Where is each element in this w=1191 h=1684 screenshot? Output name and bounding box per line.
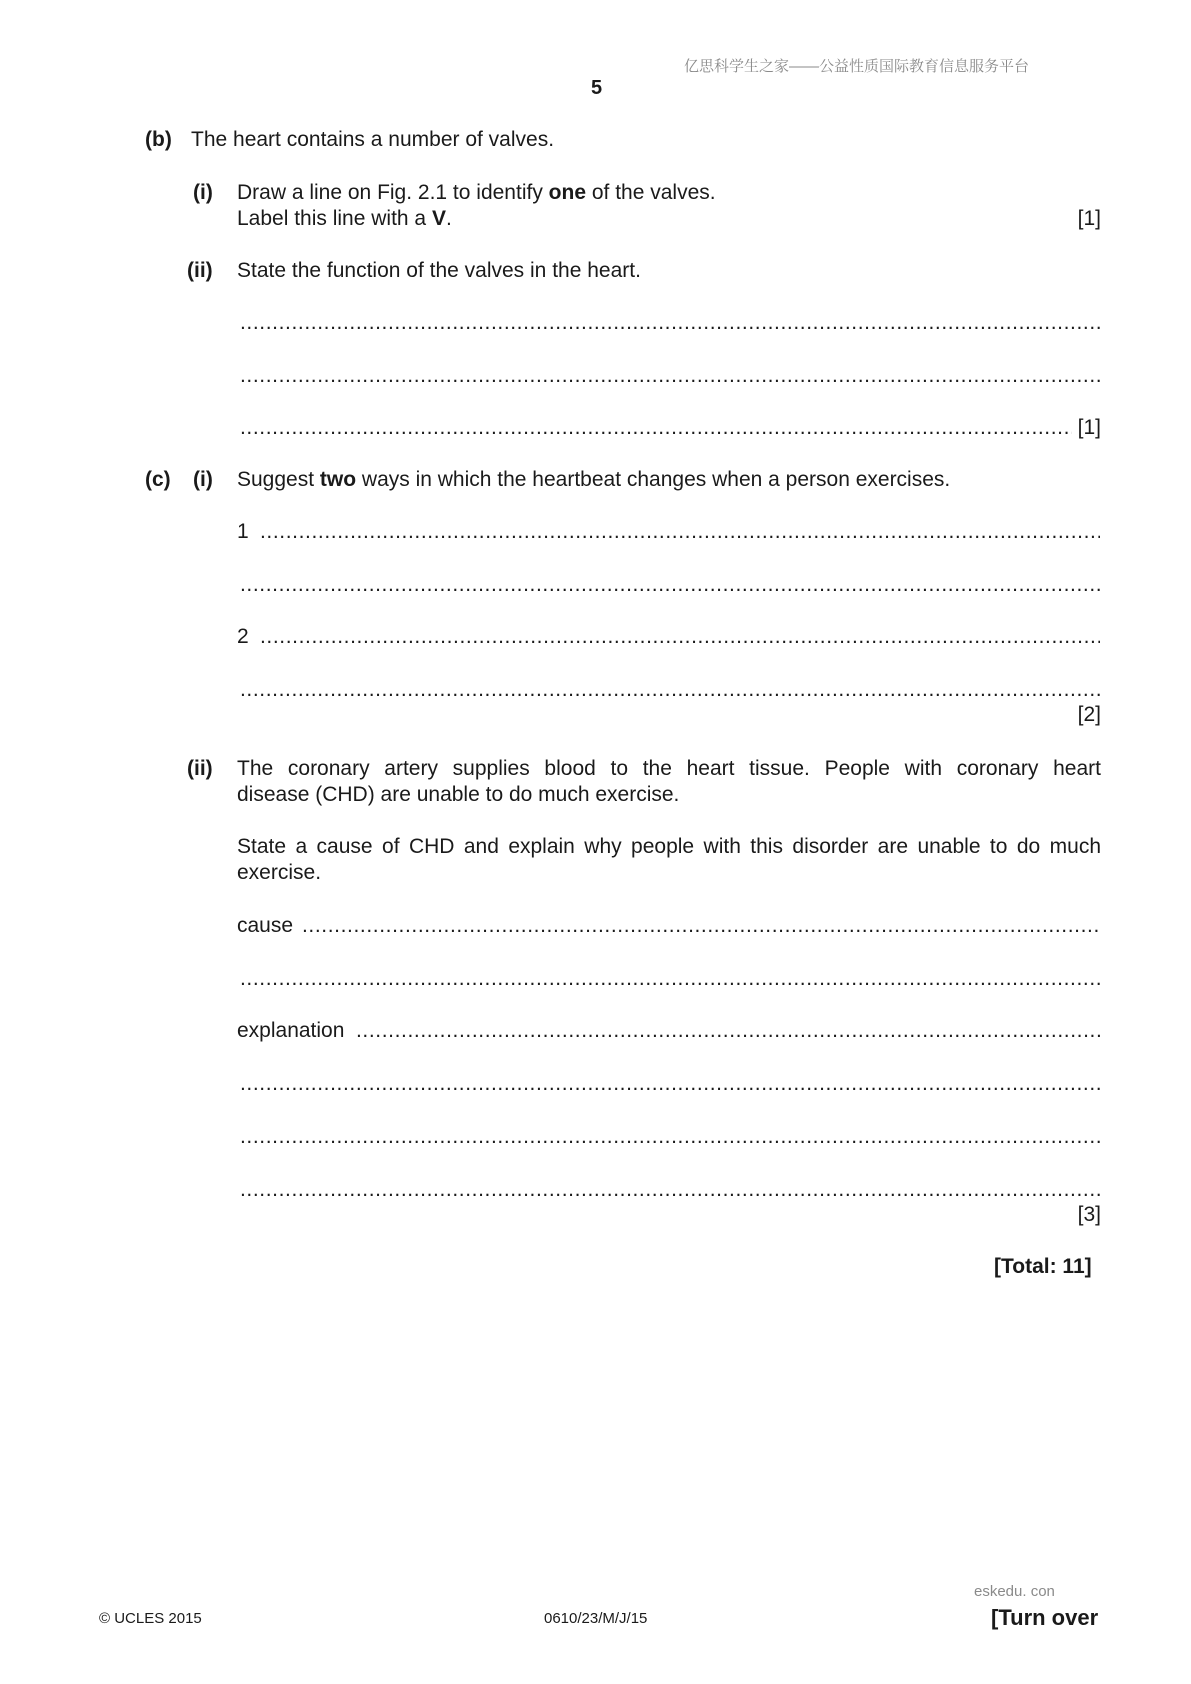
footer-watermark: eskedu. con — [974, 1583, 1055, 1600]
answer-line[interactable] — [240, 311, 1100, 335]
part-b-i-line1-bold: one — [548, 181, 587, 204]
answer-line[interactable] — [240, 364, 1100, 388]
part-c-ii-label: (ii) — [187, 757, 213, 780]
part-b-i-line2-post: . — [445, 207, 452, 230]
answer-line[interactable] — [240, 1125, 1100, 1149]
page-number: 5 — [591, 77, 603, 99]
answer-line[interactable] — [240, 678, 1100, 702]
answer-line[interactable] — [240, 573, 1100, 597]
part-c-label: (c) — [145, 468, 171, 491]
answer-line[interactable] — [260, 520, 1100, 544]
part-c-i-text — [237, 468, 950, 492]
part-c-i-text-post: ways in which the heartbeat changes when a person exercises. — [356, 468, 951, 491]
answer-line[interactable] — [240, 1072, 1100, 1096]
answer-line[interactable] — [240, 1178, 1100, 1202]
part-c-ii-para2-line2: exercise. — [237, 861, 322, 884]
part-c-ii-para1-line2: disease (CHD) are unable to do much exercise. — [237, 783, 680, 806]
part-b-ii-marks: [1] — [1077, 416, 1101, 439]
footer-copyright: © UCLES 2015 — [99, 1610, 202, 1627]
cause-label: cause — [237, 914, 294, 937]
part-b-label: (b) — [145, 128, 172, 151]
part-c-i-marks: [2] — [1077, 703, 1101, 726]
answer-number-1: 1 — [237, 520, 249, 543]
part-c-i-label: (i) — [193, 468, 213, 491]
part-c-ii-marks: [3] — [1077, 1203, 1101, 1226]
part-b-i-line1-post: of the valves. — [586, 181, 716, 204]
part-b-i-line1-pre: Draw a line on Fig. 2.1 to identify — [237, 181, 549, 204]
part-b-i-label: (i) — [193, 181, 213, 204]
part-c-ii-para1-line1: The coronary artery supplies blood to the heart tissue. People with coronary heart — [237, 757, 1101, 780]
part-c-ii-para2-line1: State a cause of CHD and explain why people with this disorder are unable to do much — [237, 835, 1101, 858]
part-b-i-line2 — [237, 207, 452, 231]
total-marks: [Total: 11] — [994, 1255, 1092, 1278]
footer-code: 0610/23/M/J/15 — [544, 1610, 648, 1627]
answer-line[interactable] — [356, 1019, 1100, 1043]
explanation-label: explanation — [237, 1019, 345, 1042]
answer-line[interactable] — [240, 967, 1100, 991]
turn-over: [Turn over — [991, 1605, 1099, 1630]
part-b-text: The heart contains a number of valves. — [191, 128, 555, 151]
answer-number-2: 2 — [237, 625, 249, 648]
part-b-i-line1 — [237, 181, 716, 205]
answer-line[interactable] — [240, 416, 1072, 440]
answer-line[interactable] — [302, 914, 1100, 938]
header-watermark: 亿思科学生之家——公益性质国际教育信息服务平台 — [684, 58, 1030, 75]
part-b-i-marks: [1] — [1077, 207, 1101, 230]
part-b-i-line2-pre: Label this line with a — [237, 207, 432, 230]
part-b-ii-text: State the function of the valves in the heart. — [237, 259, 641, 282]
part-c-i-text-pre: Suggest — [237, 468, 320, 491]
part-b-i-line2-bold: V — [431, 207, 446, 230]
answer-line[interactable] — [260, 625, 1100, 649]
part-b-ii-label: (ii) — [187, 259, 213, 282]
part-c-i-text-bold: two — [319, 468, 357, 491]
